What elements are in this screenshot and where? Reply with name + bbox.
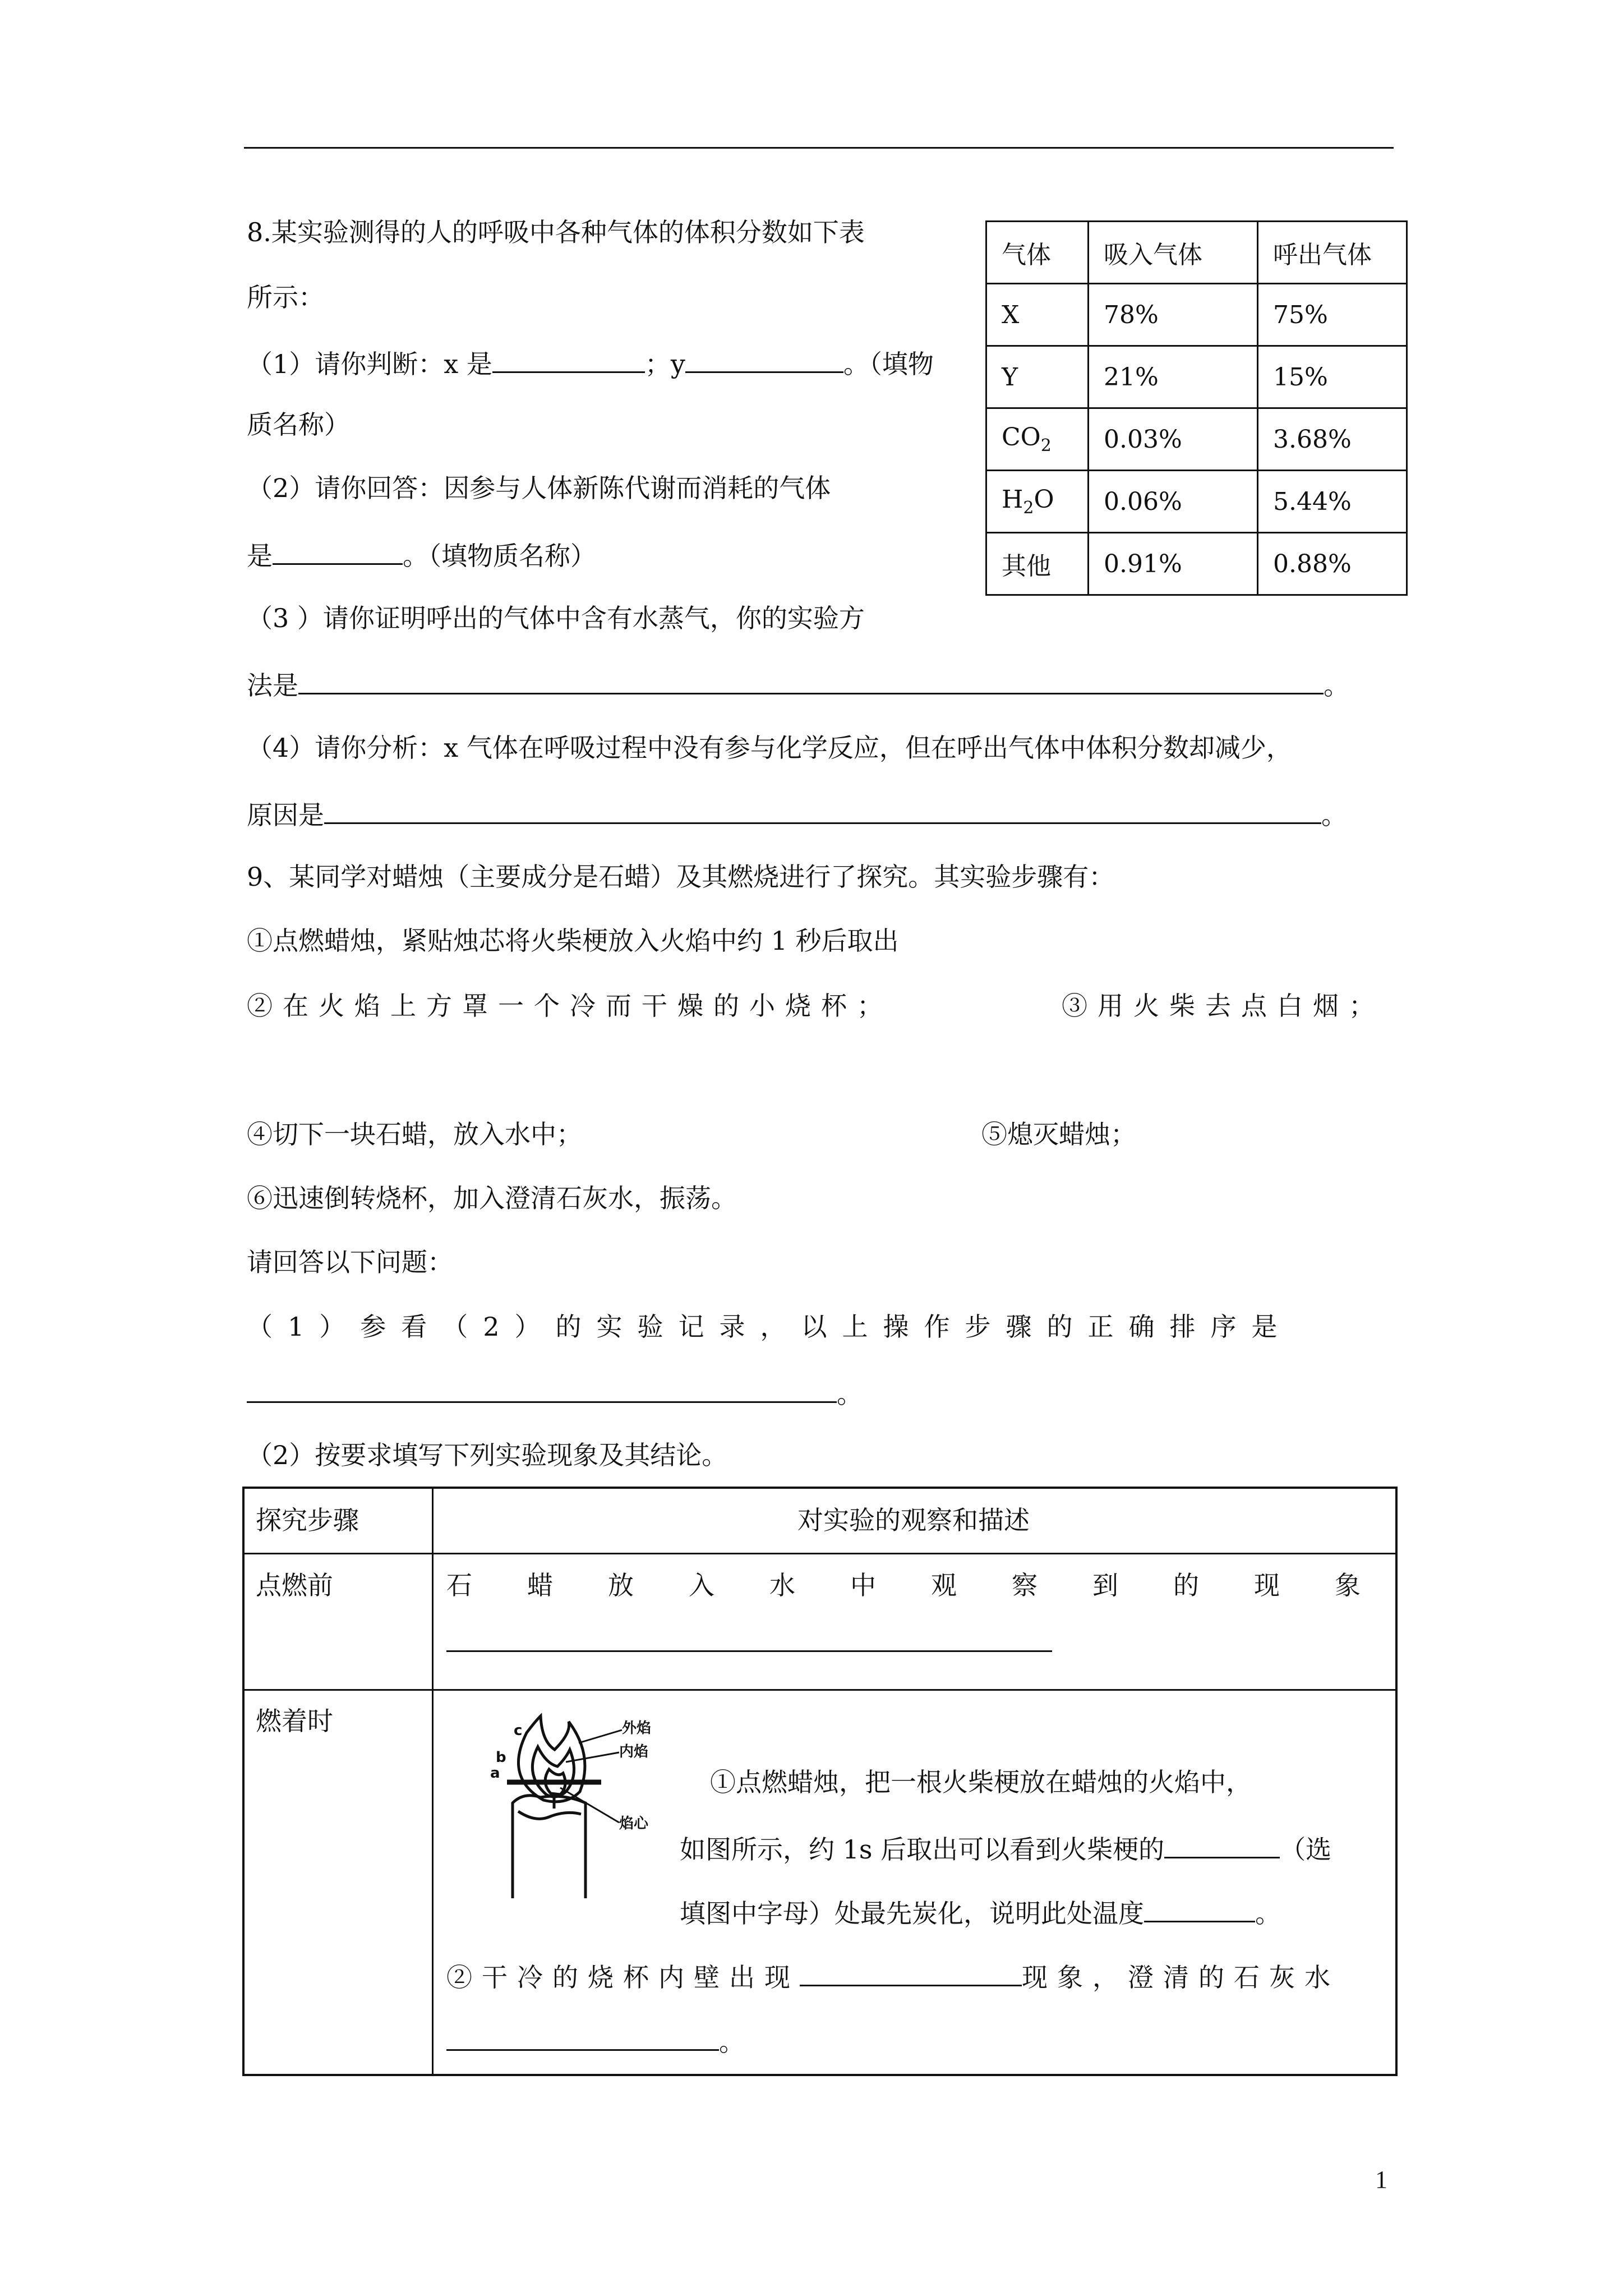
gas-name: X bbox=[986, 284, 1089, 346]
q9-ask: 请回答以下问题： bbox=[247, 1247, 453, 1277]
before-char: 石蜡放入水中观察到的现象 bbox=[446, 1570, 1415, 1600]
q8-part3-cont bbox=[247, 666, 1349, 702]
q8-part2-text-c: 。（填物质名称） bbox=[403, 541, 596, 571]
inner-flame-label: 内焰 bbox=[619, 1743, 649, 1760]
table-row bbox=[986, 346, 1407, 408]
experiment-method-blank[interactable] bbox=[298, 666, 1324, 694]
temperature-blank[interactable] bbox=[1144, 1894, 1255, 1922]
q8-part2-cont bbox=[247, 536, 596, 573]
q8-part3-text-b: 法是 bbox=[247, 670, 298, 701]
table-row bbox=[986, 471, 1407, 533]
q8-part2: （2）请你回答：因参与人体新陈代谢而消耗的气体 bbox=[247, 473, 831, 503]
q9-intro: 9、某同学对蜡烛（主要成分是石蜡）及其燃烧进行了探究。其实验步骤有： bbox=[247, 862, 1115, 892]
observation-table bbox=[242, 1487, 1415, 2076]
q8-part2-text-b: 是 bbox=[247, 541, 273, 571]
header-inhaled: 吸入气体 bbox=[1089, 222, 1258, 284]
burning-step-1-line3-text: 填图中字母）处最先炭化，说明此处温度 bbox=[680, 1898, 1144, 1929]
q9-step-6: ⑥迅速倒转烧杯，加入澄清石灰水，振荡。 bbox=[247, 1183, 737, 1213]
outer-flame-pointer bbox=[579, 1730, 622, 1743]
burning-step-2-tail: 现象，澄清的石灰水 bbox=[1022, 1962, 1340, 1993]
y-answer-blank[interactable] bbox=[685, 344, 843, 373]
charred-position-blank[interactable] bbox=[1164, 1830, 1280, 1858]
reason-blank[interactable] bbox=[324, 795, 1321, 824]
header-observation: 对实验的观察和描述 bbox=[797, 1505, 1030, 1535]
inhaled-value: 21% bbox=[1089, 346, 1258, 408]
q9-sub1: （1）参看（2）的实验记录，以上操作步骤的正确排序是 bbox=[247, 1312, 1293, 1342]
burning-step-1-line2-tail: （选 bbox=[1280, 1834, 1332, 1865]
gas-name: Y bbox=[986, 346, 1089, 408]
q8-part1-text-c: 。（填物 bbox=[843, 349, 934, 379]
gas-formula-tail: O bbox=[1034, 485, 1054, 514]
table-row-divider bbox=[245, 1689, 1395, 1691]
beaker-wall-phenomenon-blank[interactable] bbox=[800, 1958, 1022, 1986]
candle-flame-figure bbox=[451, 1710, 675, 1901]
core-pointer bbox=[560, 1788, 619, 1823]
gas-name: 其他 bbox=[986, 533, 1089, 595]
table-header-row bbox=[986, 222, 1407, 284]
x-answer-blank[interactable] bbox=[492, 344, 645, 373]
inhaled-value: 0.03% bbox=[1089, 408, 1258, 471]
label-a: a bbox=[490, 1765, 500, 1782]
flame-core-label: 焰心 bbox=[619, 1815, 649, 1832]
step-order-blank[interactable] bbox=[247, 1374, 837, 1403]
q8-part4: （4）请你分析：x 气体在呼吸过程中没有参与化学反应，但在呼出气体中体积分数却减少， bbox=[247, 733, 1292, 763]
header-rule bbox=[244, 147, 1394, 149]
consumed-gas-blank[interactable] bbox=[273, 536, 403, 565]
q9-step-1: ①点燃蜡烛，紧贴烛芯将火柴梗放入火焰中约 1 秒后取出 bbox=[247, 926, 899, 956]
exhaled-value: 5.44% bbox=[1258, 471, 1407, 533]
gas-volume-table bbox=[985, 220, 1408, 596]
page-number: 1 bbox=[1375, 2166, 1387, 2193]
burning-step-1-line2 bbox=[680, 1830, 1331, 1866]
q9-step-3: ③用火柴去点白烟； bbox=[1062, 991, 1385, 1021]
inner-flame-pointer bbox=[566, 1752, 619, 1762]
burning-step-1-line1: ①点燃蜡烛，把一根火柴梗放在蜡烛的火焰中， bbox=[710, 1767, 1252, 1797]
gas-formula: CO bbox=[1002, 423, 1041, 452]
exhaled-value: 3.68% bbox=[1258, 408, 1407, 471]
inhaled-value: 0.91% bbox=[1089, 533, 1258, 595]
burning-step-2-text: ②干冷的烧杯内壁出现 bbox=[446, 1962, 800, 1993]
burning-step-2-line1 bbox=[446, 1958, 1384, 1994]
exhaled-value: 75% bbox=[1258, 284, 1407, 346]
q9-step-4: ④切下一块石蜡，放入水中； bbox=[247, 1119, 582, 1149]
q9-sub2: （2）按要求填写下列实验现象及其结论。 bbox=[247, 1440, 728, 1470]
row-burning-label: 燃着时 bbox=[256, 1706, 333, 1736]
q8-part3: （3 ）请你证明呼出的气体中含有水蒸气，你的实验方 bbox=[247, 603, 865, 633]
table-row bbox=[986, 408, 1407, 471]
inhaled-value: 78% bbox=[1089, 284, 1258, 346]
limewater-phenomenon-blank[interactable] bbox=[446, 2022, 719, 2051]
label-b: b bbox=[496, 1749, 506, 1766]
exhaled-value: 15% bbox=[1258, 346, 1407, 408]
burning-step-1-line3-end: 。 bbox=[1255, 1898, 1281, 1929]
header-step: 探究步骤 bbox=[256, 1505, 359, 1535]
outer-flame-label: 外焰 bbox=[622, 1720, 652, 1737]
q8-part1 bbox=[247, 344, 934, 381]
candle-wax-pool bbox=[518, 1811, 581, 1819]
candle-flame-drawing bbox=[507, 1716, 622, 1898]
q9-step-5: ⑤熄灭蜡烛； bbox=[981, 1119, 1136, 1149]
label-c: c bbox=[514, 1722, 523, 1739]
inhaled-value: 0.06% bbox=[1089, 471, 1258, 533]
gas-name bbox=[986, 408, 1089, 471]
wax-in-water-blank[interactable] bbox=[446, 1650, 1052, 1652]
q8-part4-end: 。 bbox=[1321, 800, 1347, 830]
outer-flame bbox=[518, 1716, 584, 1802]
burning-step-2-line2 bbox=[446, 2022, 745, 2059]
q9-step-2: ②在火焰上方罩一个冷而干燥的小烧杯； bbox=[247, 991, 893, 1021]
burning-step-1-line3 bbox=[680, 1894, 1281, 1930]
q8-intro-1: 8.某实验测得的人的呼吸中各种气体的体积分数如下表 bbox=[247, 217, 865, 247]
table-row bbox=[986, 284, 1407, 346]
q9-sub1-end: 。 bbox=[837, 1379, 863, 1409]
q8-part4-text-b: 原因是 bbox=[247, 800, 324, 830]
table-row-divider bbox=[245, 1553, 1395, 1554]
header-gas: 气体 bbox=[986, 222, 1089, 284]
gas-name bbox=[986, 471, 1089, 533]
gas-formula-subscript: 2 bbox=[1023, 498, 1034, 518]
figure-labels bbox=[490, 1720, 651, 1832]
table-row bbox=[986, 533, 1407, 595]
row-before-lighting-text bbox=[446, 1568, 1415, 1602]
q8-part1-text-a: （1）请你判断：x 是 bbox=[247, 349, 492, 379]
gas-formula: H bbox=[1002, 485, 1023, 514]
row-before-lighting-label: 点燃前 bbox=[256, 1570, 333, 1600]
burning-step-1-line2-text: 如图所示，约 1s 后取出可以看到火柴梗的 bbox=[680, 1834, 1165, 1865]
candle-body bbox=[513, 1796, 585, 1898]
q9-sub1-answer bbox=[247, 1374, 863, 1411]
exhaled-value: 0.88% bbox=[1258, 533, 1407, 595]
q8-part1-cont: 质名称） bbox=[247, 409, 350, 440]
q8-intro-2: 所示： bbox=[247, 282, 324, 312]
q8-part1-text-b: ；y bbox=[644, 349, 685, 379]
table-column-divider bbox=[432, 1489, 434, 2074]
q8-part4-cont bbox=[247, 795, 1347, 832]
burning-step-2-end: 。 bbox=[719, 2027, 745, 2057]
gas-formula-subscript: 2 bbox=[1040, 435, 1052, 455]
header-exhaled: 呼出气体 bbox=[1258, 222, 1407, 284]
q8-part3-end: 。 bbox=[1324, 670, 1349, 701]
